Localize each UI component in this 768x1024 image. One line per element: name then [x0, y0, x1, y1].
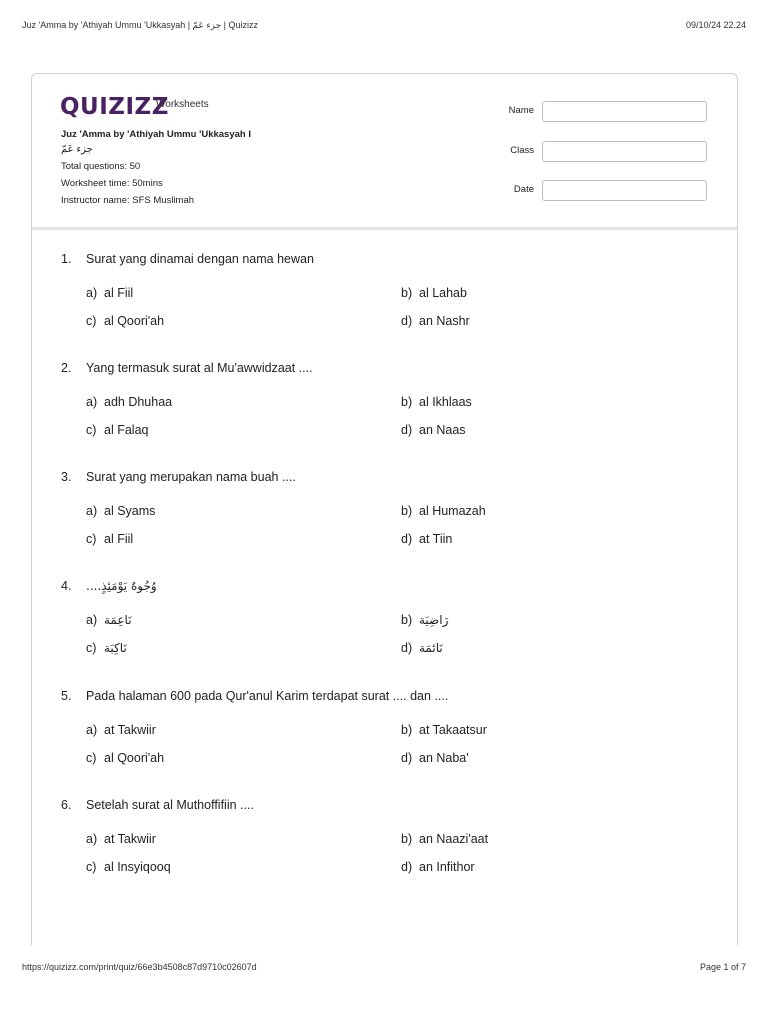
option-text: al Fiil [104, 286, 134, 300]
option-text: al Qoori'ah [104, 314, 165, 328]
option-text: نَاعِمَة [104, 613, 132, 627]
quiz-title-arabic: جزء عَمّ [61, 144, 93, 155]
question-text: Surat yang merupakan nama buah .... [86, 470, 296, 484]
option-letter: d) [401, 314, 413, 328]
option-text: at Takwiir [104, 723, 156, 737]
quizizz-logo: QUIZIZZ [60, 94, 169, 120]
option-letter: d) [401, 641, 413, 655]
option-d [401, 751, 469, 765]
option-letter: c) [86, 314, 97, 328]
question-text: Yang termasuk surat al Mu'awwidzaat .... [86, 361, 313, 375]
option-letter: a) [86, 613, 98, 627]
option-b [401, 832, 488, 846]
option-text: نَائمَة [419, 641, 443, 655]
option-letter: b) [401, 395, 413, 409]
question-number: 2. [61, 361, 72, 375]
option-letter: b) [401, 286, 413, 300]
date-field[interactable] [542, 180, 707, 201]
option-letter: d) [401, 423, 413, 437]
option-a [86, 504, 155, 518]
question-number: 5. [61, 689, 72, 703]
option-text: an Naas [419, 423, 466, 437]
option-d [401, 532, 452, 546]
question-text: وُجُوهٌ يَوْمَئِذٍ.... [86, 579, 157, 593]
quiz-title: Juz 'Amma by 'Athiyah Ummu 'Ukkasyah I [61, 129, 251, 140]
option-text: an Nashr [419, 314, 470, 328]
option-d [401, 314, 470, 328]
option-a [86, 286, 133, 300]
option-d [401, 860, 475, 874]
option-letter: c) [86, 641, 97, 655]
worksheet-time: Worksheet time: 50mins [61, 178, 163, 189]
option-text: al Lahab [419, 286, 467, 300]
option-letter: a) [86, 395, 98, 409]
option-a [86, 832, 156, 846]
total-questions: Total questions: 50 [61, 161, 141, 172]
option-text: al Ikhlaas [419, 395, 472, 409]
option-b [401, 395, 472, 409]
option-text: نَاكِبَة [104, 641, 127, 655]
option-letter: d) [401, 751, 413, 765]
option-letter: a) [86, 832, 98, 846]
option-letter: c) [86, 423, 97, 437]
question-number: 6. [61, 798, 72, 812]
option-text: adh Dhuhaa [104, 395, 173, 409]
option-text: al Syams [104, 504, 156, 518]
option-c [86, 423, 148, 437]
option-b [401, 286, 467, 300]
option-d [401, 641, 443, 655]
option-text: at Tiin [419, 532, 453, 546]
option-letter: a) [86, 504, 98, 518]
option-d [401, 423, 466, 437]
worksheet-header [32, 74, 737, 230]
option-c [86, 641, 127, 655]
option-text: al Qoori'ah [104, 751, 165, 765]
option-c [86, 314, 164, 328]
option-letter: c) [86, 532, 97, 546]
option-c [86, 532, 133, 546]
page-indicator: Page 1 of 7 [699, 962, 746, 972]
option-text: al Falaq [104, 423, 149, 437]
option-b [401, 613, 448, 627]
option-text: an Infithor [419, 860, 475, 874]
option-text: al Insyiqooq [104, 860, 171, 874]
class-label: Class [510, 145, 534, 156]
question-number: 1. [61, 252, 72, 266]
question-number: 4. [61, 579, 72, 593]
date-label: Date [513, 184, 534, 195]
option-c [86, 751, 164, 765]
option-letter: b) [401, 832, 413, 846]
name-field[interactable] [542, 101, 707, 122]
print-header [22, 20, 746, 34]
question-text: Surat yang dinamai dengan nama hewan [86, 252, 314, 266]
option-a [86, 723, 156, 737]
option-text: at Takwiir [104, 832, 156, 846]
option-letter: d) [401, 532, 413, 546]
class-field[interactable] [542, 141, 707, 162]
option-a [86, 613, 132, 627]
option-letter: d) [401, 860, 413, 874]
option-text: al Fiil [104, 532, 134, 546]
option-letter: c) [86, 860, 97, 874]
name-label: Name [508, 105, 534, 116]
print-page-title: Juz 'Amma by 'Athiyah Ummu 'Ukkasyah | جزء عَمّ | Quizizz [22, 20, 259, 30]
question-text: Pada halaman 600 pada Qur'anul Karim terdapat surat .... dan .... [86, 689, 449, 703]
option-b [401, 504, 486, 518]
print-datetime: 09/10/24 22.24 [685, 20, 746, 30]
option-letter: c) [86, 751, 97, 765]
option-text: an Naba' [419, 751, 469, 765]
option-b [401, 723, 487, 737]
option-letter: b) [401, 613, 413, 627]
option-c [86, 860, 171, 874]
question-text: Setelah surat al Muthoffifiin .... [86, 798, 254, 812]
option-text: رَاضِيَة [419, 613, 449, 627]
option-letter: b) [401, 723, 413, 737]
section-label: Worksheets [156, 99, 209, 110]
option-letter: a) [86, 286, 98, 300]
option-letter: a) [86, 723, 98, 737]
option-letter: b) [401, 504, 413, 518]
option-text: al Humazah [419, 504, 486, 518]
instructor-name: Instructor name: SFS Muslimah [61, 195, 195, 206]
option-a [86, 395, 172, 409]
print-url[interactable]: https://quizizz.com/print/quiz/66e3b4508c87d9710c02607d [22, 962, 257, 972]
option-text: an Naazi'aat [419, 832, 489, 846]
question-number: 3. [61, 470, 72, 484]
worksheet [31, 73, 738, 945]
print-footer [22, 962, 746, 976]
option-text: at Takaatsur [419, 723, 487, 737]
